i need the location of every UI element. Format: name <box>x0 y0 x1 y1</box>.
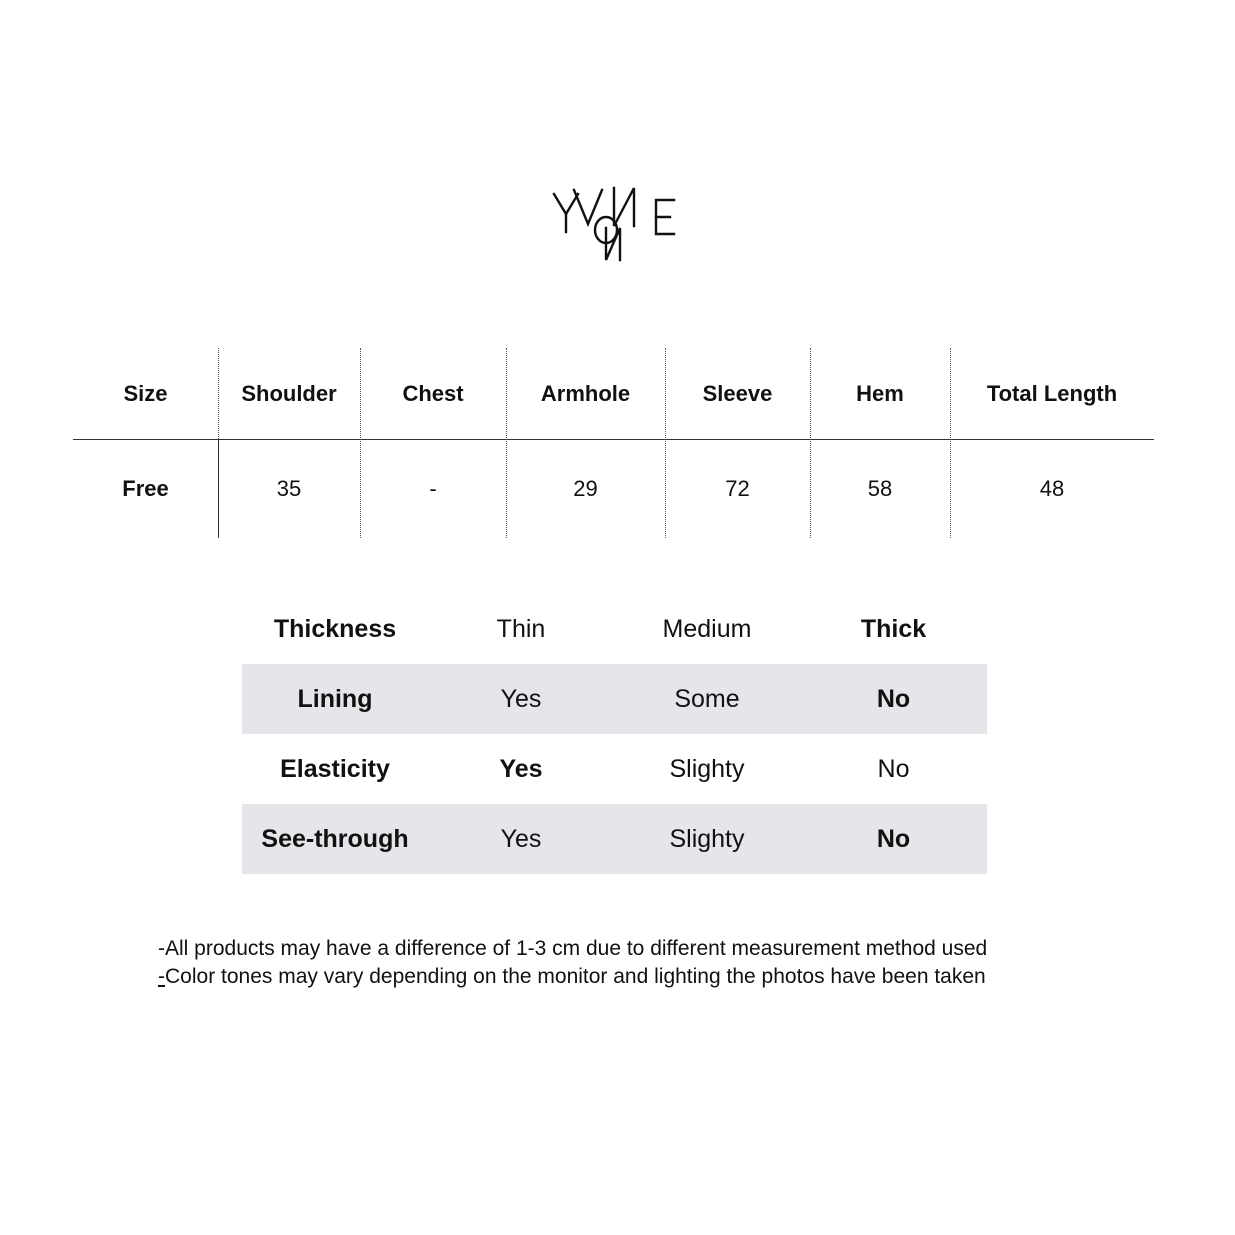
fabric-option: Some <box>674 684 740 713</box>
fabric-row-thickness <box>242 594 987 664</box>
disclaimer-notes <box>158 935 1118 991</box>
size-column-divider <box>218 439 219 538</box>
fabric-row-lining <box>242 664 987 734</box>
yvonne-monogram-logo-icon <box>548 180 688 270</box>
size-chart-table <box>73 348 1154 538</box>
fabric-label: Elasticity <box>280 754 390 783</box>
value-chest: - <box>429 476 437 501</box>
column-divider <box>950 348 951 538</box>
value-size: Free <box>122 476 169 501</box>
value-total-length: 48 <box>1039 476 1065 501</box>
note-dash: - <box>158 965 165 988</box>
fabric-option: Yes <box>500 684 542 713</box>
fabric-option: No <box>876 824 911 853</box>
header-hem: Hem <box>856 380 904 406</box>
fabric-option: Slighty <box>669 824 745 853</box>
note-color <box>158 963 1118 991</box>
fabric-row-elasticity <box>242 734 987 804</box>
column-divider <box>506 348 507 538</box>
value-shoulder: 35 <box>276 476 302 501</box>
fabric-option: Medium <box>662 614 752 643</box>
note-color-text: Color tones may vary depending on the monitor and lighting the photos have been taken <box>165 965 986 988</box>
fabric-label: See-through <box>261 824 409 853</box>
fabric-option: Thick <box>860 614 927 643</box>
fabric-option: No <box>877 754 910 783</box>
fabric-label: Lining <box>297 684 373 713</box>
fabric-row-see-through <box>242 804 987 874</box>
column-divider <box>360 348 361 538</box>
header-armhole: Armhole <box>540 380 631 406</box>
note-measurement: -All products may have a difference of 1-3 cm due to different measurement method used <box>158 937 988 960</box>
value-hem: 58 <box>867 476 893 501</box>
column-divider <box>665 348 666 538</box>
fabric-option: Yes <box>499 754 543 783</box>
header-sleeve: Sleeve <box>702 380 773 406</box>
fabric-label: Thickness <box>273 614 397 643</box>
fabric-option: Yes <box>500 824 542 853</box>
header-total-length: Total Length <box>986 380 1118 406</box>
header-shoulder: Shoulder <box>241 380 337 406</box>
fabric-option: No <box>876 684 911 713</box>
brand-logo <box>548 180 688 270</box>
fabric-option: Thin <box>496 614 546 643</box>
column-divider <box>218 348 219 439</box>
value-armhole: 29 <box>573 476 598 501</box>
fabric-option: Slighty <box>669 754 745 783</box>
header-chest: Chest <box>402 380 464 406</box>
header-size: Size <box>123 380 168 406</box>
fabric-properties-table <box>242 594 987 875</box>
column-divider <box>810 348 811 538</box>
value-sleeve: 72 <box>725 476 750 501</box>
